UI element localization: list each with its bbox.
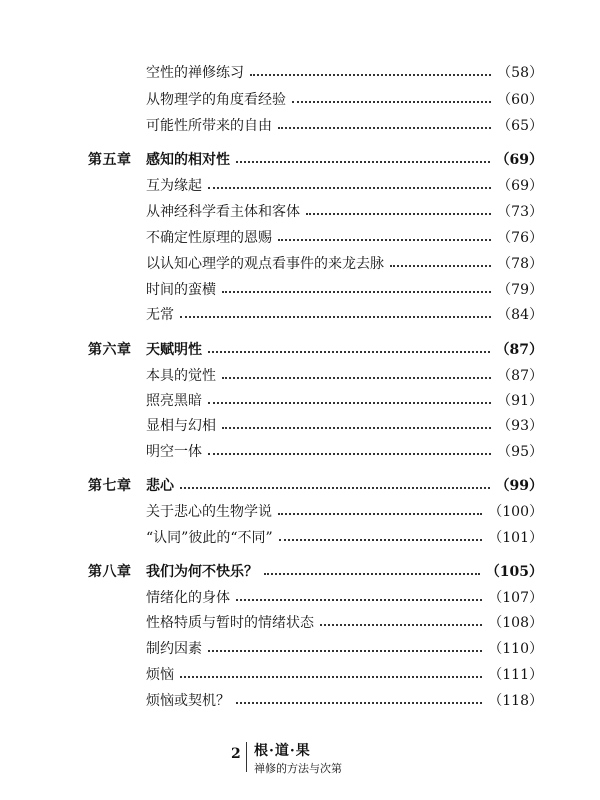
toc-section-row[interactable] <box>0 303 600 325</box>
toc-section-row[interactable] <box>0 389 600 411</box>
toc-section-row[interactable] <box>0 663 600 685</box>
toc-entry-title: 我们为何不快乐？ <box>146 564 258 580</box>
toc-section-row[interactable] <box>0 500 600 522</box>
toc-entry <box>146 415 543 435</box>
toc-section-row[interactable] <box>0 611 600 633</box>
toc-section-row[interactable] <box>0 689 600 711</box>
toc-page-number: （105） <box>485 564 543 580</box>
dot-leader <box>236 599 482 601</box>
toc-entry <box>146 612 543 632</box>
toc-section-row[interactable] <box>0 278 600 300</box>
toc-entry-title: 情绪化的身体 <box>146 590 230 606</box>
toc-section-row[interactable] <box>0 414 600 436</box>
chapter-label: 第六章 <box>88 342 132 358</box>
toc-page-number: （79） <box>497 282 543 298</box>
toc-entry <box>146 279 543 299</box>
toc-section-row[interactable] <box>0 252 600 274</box>
chapter-label: 第五章 <box>88 152 132 168</box>
toc-entry-title: 关于悲心的生物学说 <box>146 504 272 520</box>
dot-leader <box>180 487 490 489</box>
toc-section-row[interactable] <box>0 586 600 608</box>
toc-page-number: （99） <box>495 478 543 494</box>
toc-page-number: （93） <box>497 418 543 434</box>
toc-chapter-row[interactable] <box>0 560 600 582</box>
toc-page-number: （101） <box>488 530 543 546</box>
toc-entry-title: 悲心 <box>146 478 174 494</box>
toc-entry <box>146 527 543 547</box>
toc-section-row[interactable] <box>0 526 600 548</box>
toc-entry-title: 制约因素 <box>146 641 202 657</box>
toc-entry-title: 不确定性原理的恩赐 <box>146 230 272 246</box>
toc-entry <box>146 390 543 410</box>
dot-leader <box>222 291 491 293</box>
toc-page-number: （95） <box>497 444 543 460</box>
toc-section-row[interactable] <box>0 114 600 136</box>
book-title: 根·道·果 <box>254 743 311 759</box>
toc-entry-title: 无常 <box>146 307 174 323</box>
toc-page-number: （58） <box>497 65 543 81</box>
toc-page-number: （108） <box>488 615 543 631</box>
toc-chapter-row[interactable] <box>0 148 600 170</box>
dot-leader <box>236 161 490 163</box>
dot-leader <box>208 453 491 455</box>
toc-entry-title: 天赋明性 <box>146 342 202 358</box>
toc-entry-title: 性格特质与暂时的情绪状态 <box>146 615 314 631</box>
page-number: 2 <box>231 746 241 762</box>
toc-page-number: （87） <box>495 342 543 358</box>
dot-leader <box>236 702 482 704</box>
page-footer <box>0 740 600 780</box>
toc-entry-title: 明空一体 <box>146 444 202 460</box>
dot-leader <box>250 74 491 76</box>
toc-page-number: （87） <box>497 368 543 384</box>
dot-leader <box>208 650 482 652</box>
dot-leader <box>264 573 480 575</box>
dot-leader <box>320 624 482 626</box>
dot-leader <box>278 127 491 129</box>
dot-leader <box>222 427 491 429</box>
toc-entry-title: 本具的觉性 <box>146 368 216 384</box>
toc-page-number: （111） <box>488 667 543 683</box>
dot-leader <box>208 402 491 404</box>
toc-entry <box>146 201 543 221</box>
toc-entry <box>146 475 543 495</box>
toc-page-number: （69） <box>497 178 543 194</box>
toc-entry <box>146 501 543 521</box>
toc-page-number: （65） <box>497 118 543 134</box>
toc-entry-title: 以认知心理学的观点看事件的来龙去脉 <box>146 256 384 272</box>
toc-entry-title: 时间的蛮横 <box>146 282 216 298</box>
toc-section-row[interactable] <box>0 226 600 248</box>
toc-entry <box>146 690 543 710</box>
toc-section-row[interactable] <box>0 61 600 83</box>
toc-entry-title: 显相与幻相 <box>146 418 216 434</box>
chapter-label: 第七章 <box>88 478 132 494</box>
toc-section-row[interactable] <box>0 174 600 196</box>
toc-page-number: （84） <box>497 307 543 323</box>
book-subtitle: 禅修的方法与次第 <box>254 762 342 775</box>
toc-page-number: （76） <box>497 230 543 246</box>
dot-leader <box>180 676 482 678</box>
dot-leader <box>306 213 491 215</box>
toc-entry <box>146 561 543 581</box>
toc-entry <box>146 253 543 273</box>
toc-section-row[interactable] <box>0 364 600 386</box>
dot-leader <box>180 316 491 318</box>
toc-entry-title: 空性的禅修练习 <box>146 65 244 81</box>
toc-section-row[interactable] <box>0 637 600 659</box>
toc-entry-title: 互为缘起 <box>146 178 202 194</box>
toc-entry <box>146 149 543 169</box>
toc-entry-title: 照亮黑暗 <box>146 393 202 409</box>
toc-page-number: （110） <box>488 641 543 657</box>
toc-page-number: （107） <box>488 590 543 606</box>
toc-page-number: （73） <box>497 204 543 220</box>
dot-leader <box>278 239 491 241</box>
footer-divider <box>246 742 247 772</box>
toc-entry-title: 可能性所带来的自由 <box>146 118 272 134</box>
toc-entry <box>146 441 543 461</box>
toc-section-row[interactable] <box>0 440 600 462</box>
toc-entry-title: 从神经科学看主体和客体 <box>146 204 300 220</box>
toc-chapter-row[interactable] <box>0 474 600 496</box>
toc-section-row[interactable] <box>0 88 600 110</box>
toc-entry <box>146 89 543 109</box>
toc-entry <box>146 227 543 247</box>
toc-page-number: （69） <box>495 152 543 168</box>
toc-entry-title: 烦恼或契机？ <box>146 693 230 709</box>
dot-leader <box>208 351 490 353</box>
dot-leader <box>292 101 491 103</box>
toc-entry <box>146 365 543 385</box>
toc-entry <box>146 339 543 359</box>
toc-page-number: （60） <box>497 92 543 108</box>
dot-leader <box>278 513 482 515</box>
toc-entry <box>146 304 543 324</box>
toc-entry-title: “认同”彼此的“不同” <box>146 530 273 546</box>
toc-page-number: （78） <box>497 256 543 272</box>
chapter-label: 第八章 <box>88 564 132 580</box>
toc-entry <box>146 62 543 82</box>
toc-entry <box>146 664 543 684</box>
toc-chapter-row[interactable] <box>0 338 600 360</box>
dot-leader <box>279 539 483 541</box>
dot-leader <box>222 377 491 379</box>
toc-entry <box>146 115 543 135</box>
toc-entry-title: 感知的相对性 <box>146 152 230 168</box>
toc-entry-title: 从物理学的角度看经验 <box>146 92 286 108</box>
dot-leader <box>208 187 491 189</box>
toc-page-number: （91） <box>497 393 543 409</box>
toc-page-number: （118） <box>488 693 543 709</box>
toc-page-number: （100） <box>488 504 543 520</box>
toc-entry <box>146 175 543 195</box>
toc-section-row[interactable] <box>0 200 600 222</box>
dot-leader <box>390 265 491 267</box>
toc-entry <box>146 587 543 607</box>
toc-entry-title: 烦恼 <box>146 667 174 683</box>
toc-entry <box>146 638 543 658</box>
